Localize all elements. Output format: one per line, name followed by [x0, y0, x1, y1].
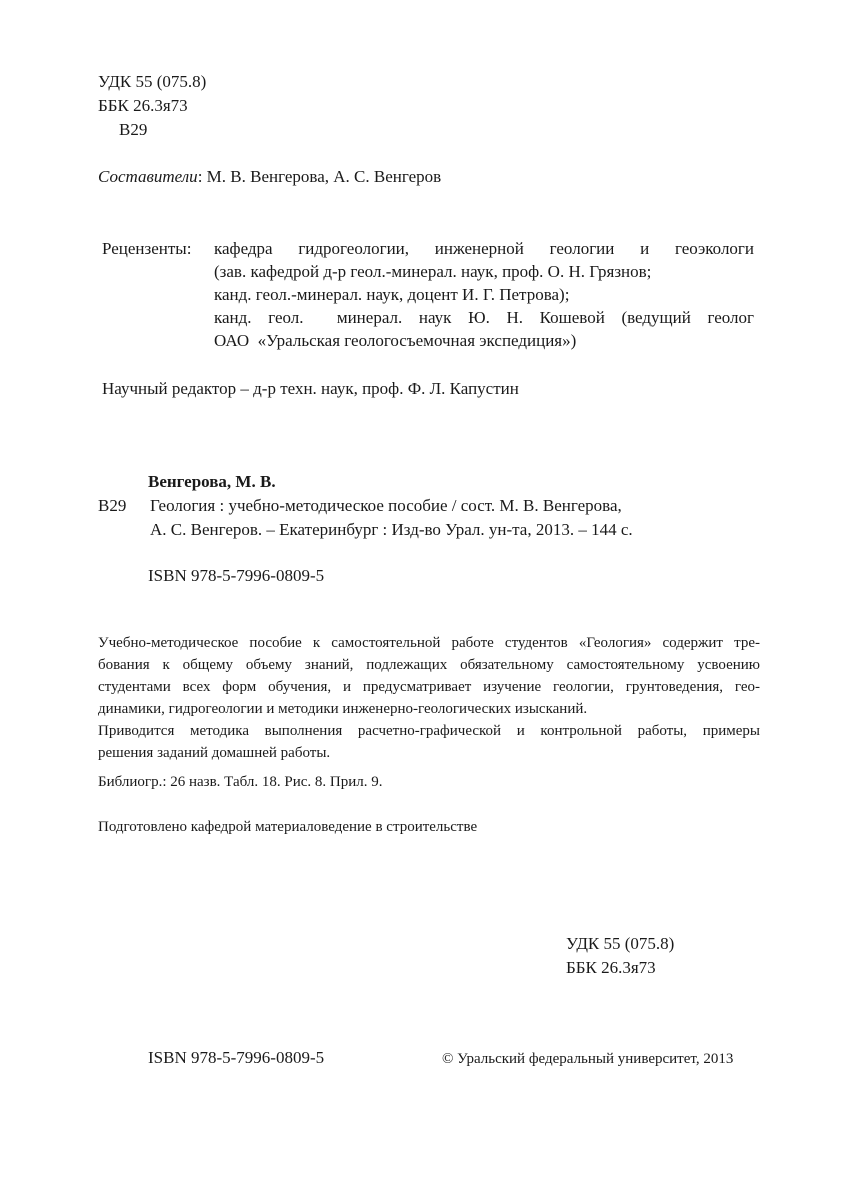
compilers-label: Составители: [98, 167, 198, 186]
reviewer-line: кафедра гидрогеологии, инженерной геологии и геоэкологи: [214, 239, 754, 258]
annotation-line: бования к общему объему знаний, подлежащих обязательному самостоятельному усвоению: [98, 657, 760, 673]
bibliography-note: Библиогр.: 26 назв. Табл. 18. Рис. 8. Прил. 9.: [98, 774, 383, 790]
bib-isbn: ISBN 978-5-7996-0809-5: [148, 566, 325, 585]
annotation-line: решения заданий домашней работы.: [98, 745, 331, 761]
bib-author: Венгерова, М. В.: [148, 472, 276, 491]
bib-line-1: Геология : учебно-методическое пособие / сост. М. В. Венгерова,: [150, 496, 622, 515]
prepared-by: Подготовлено кафедрой материаловедение в строительстве: [98, 819, 478, 835]
reviewer-line: канд. геол.-минерал. наук, доцент И. Г. Петрова);: [214, 285, 570, 304]
annotation-line: динамики, гидрогеологии и методики инженерно-геологических изысканий.: [98, 701, 588, 717]
reviewer-line: ОАО «Уральская геологосъемочная экспедиция»): [214, 331, 577, 350]
reviewers-label: Рецензенты:: [102, 239, 192, 258]
compilers-line: [98, 165, 441, 188]
footer-udk: УДК 55 (075.8): [566, 934, 675, 953]
compilers-names: : М. В. Венгерова, А. С. Венгеров: [197, 167, 442, 186]
header-author-mark: В29: [119, 120, 148, 139]
bib-mark: В29: [98, 496, 127, 515]
footer-bbk: ББК 26.3я73: [566, 958, 656, 977]
header-bbk: ББК 26.3я73: [98, 96, 188, 115]
scientific-editor: Научный редактор – д-р техн. наук, проф. Ф. Л. Капустин: [102, 379, 519, 398]
header-udk: УДК 55 (075.8): [98, 72, 207, 91]
reviewer-line: (зав. кафедрой д-р геол.-минерал. наук, проф. О. Н. Грязнов;: [214, 262, 652, 281]
footer-copyright: © Уральский федеральный университет, 2013: [442, 1051, 734, 1067]
annotation-line: Приводится методика выполнения расчетно-графической и контрольной работы, примеры: [98, 723, 760, 739]
footer-isbn: ISBN 978-5-7996-0809-5: [148, 1048, 325, 1067]
annotation-line: студентами всех форм обучения, и предусматривает изучение геологии, грунтоведения, гео-: [98, 679, 760, 695]
bib-line-2: А. С. Венгеров. – Екатеринбург : Изд-во Урал. ун-та, 2013. – 144 с.: [150, 520, 633, 539]
annotation-line: Учебно-методическое пособие к самостоятельной работе студентов «Геология» содержит тре-: [98, 635, 760, 651]
annotation: [98, 632, 760, 764]
reviewer-line: канд. геол. минерал. наук Ю. Н. Кошевой (ведущий геолог: [214, 308, 754, 327]
reviewers-list: [214, 237, 754, 352]
